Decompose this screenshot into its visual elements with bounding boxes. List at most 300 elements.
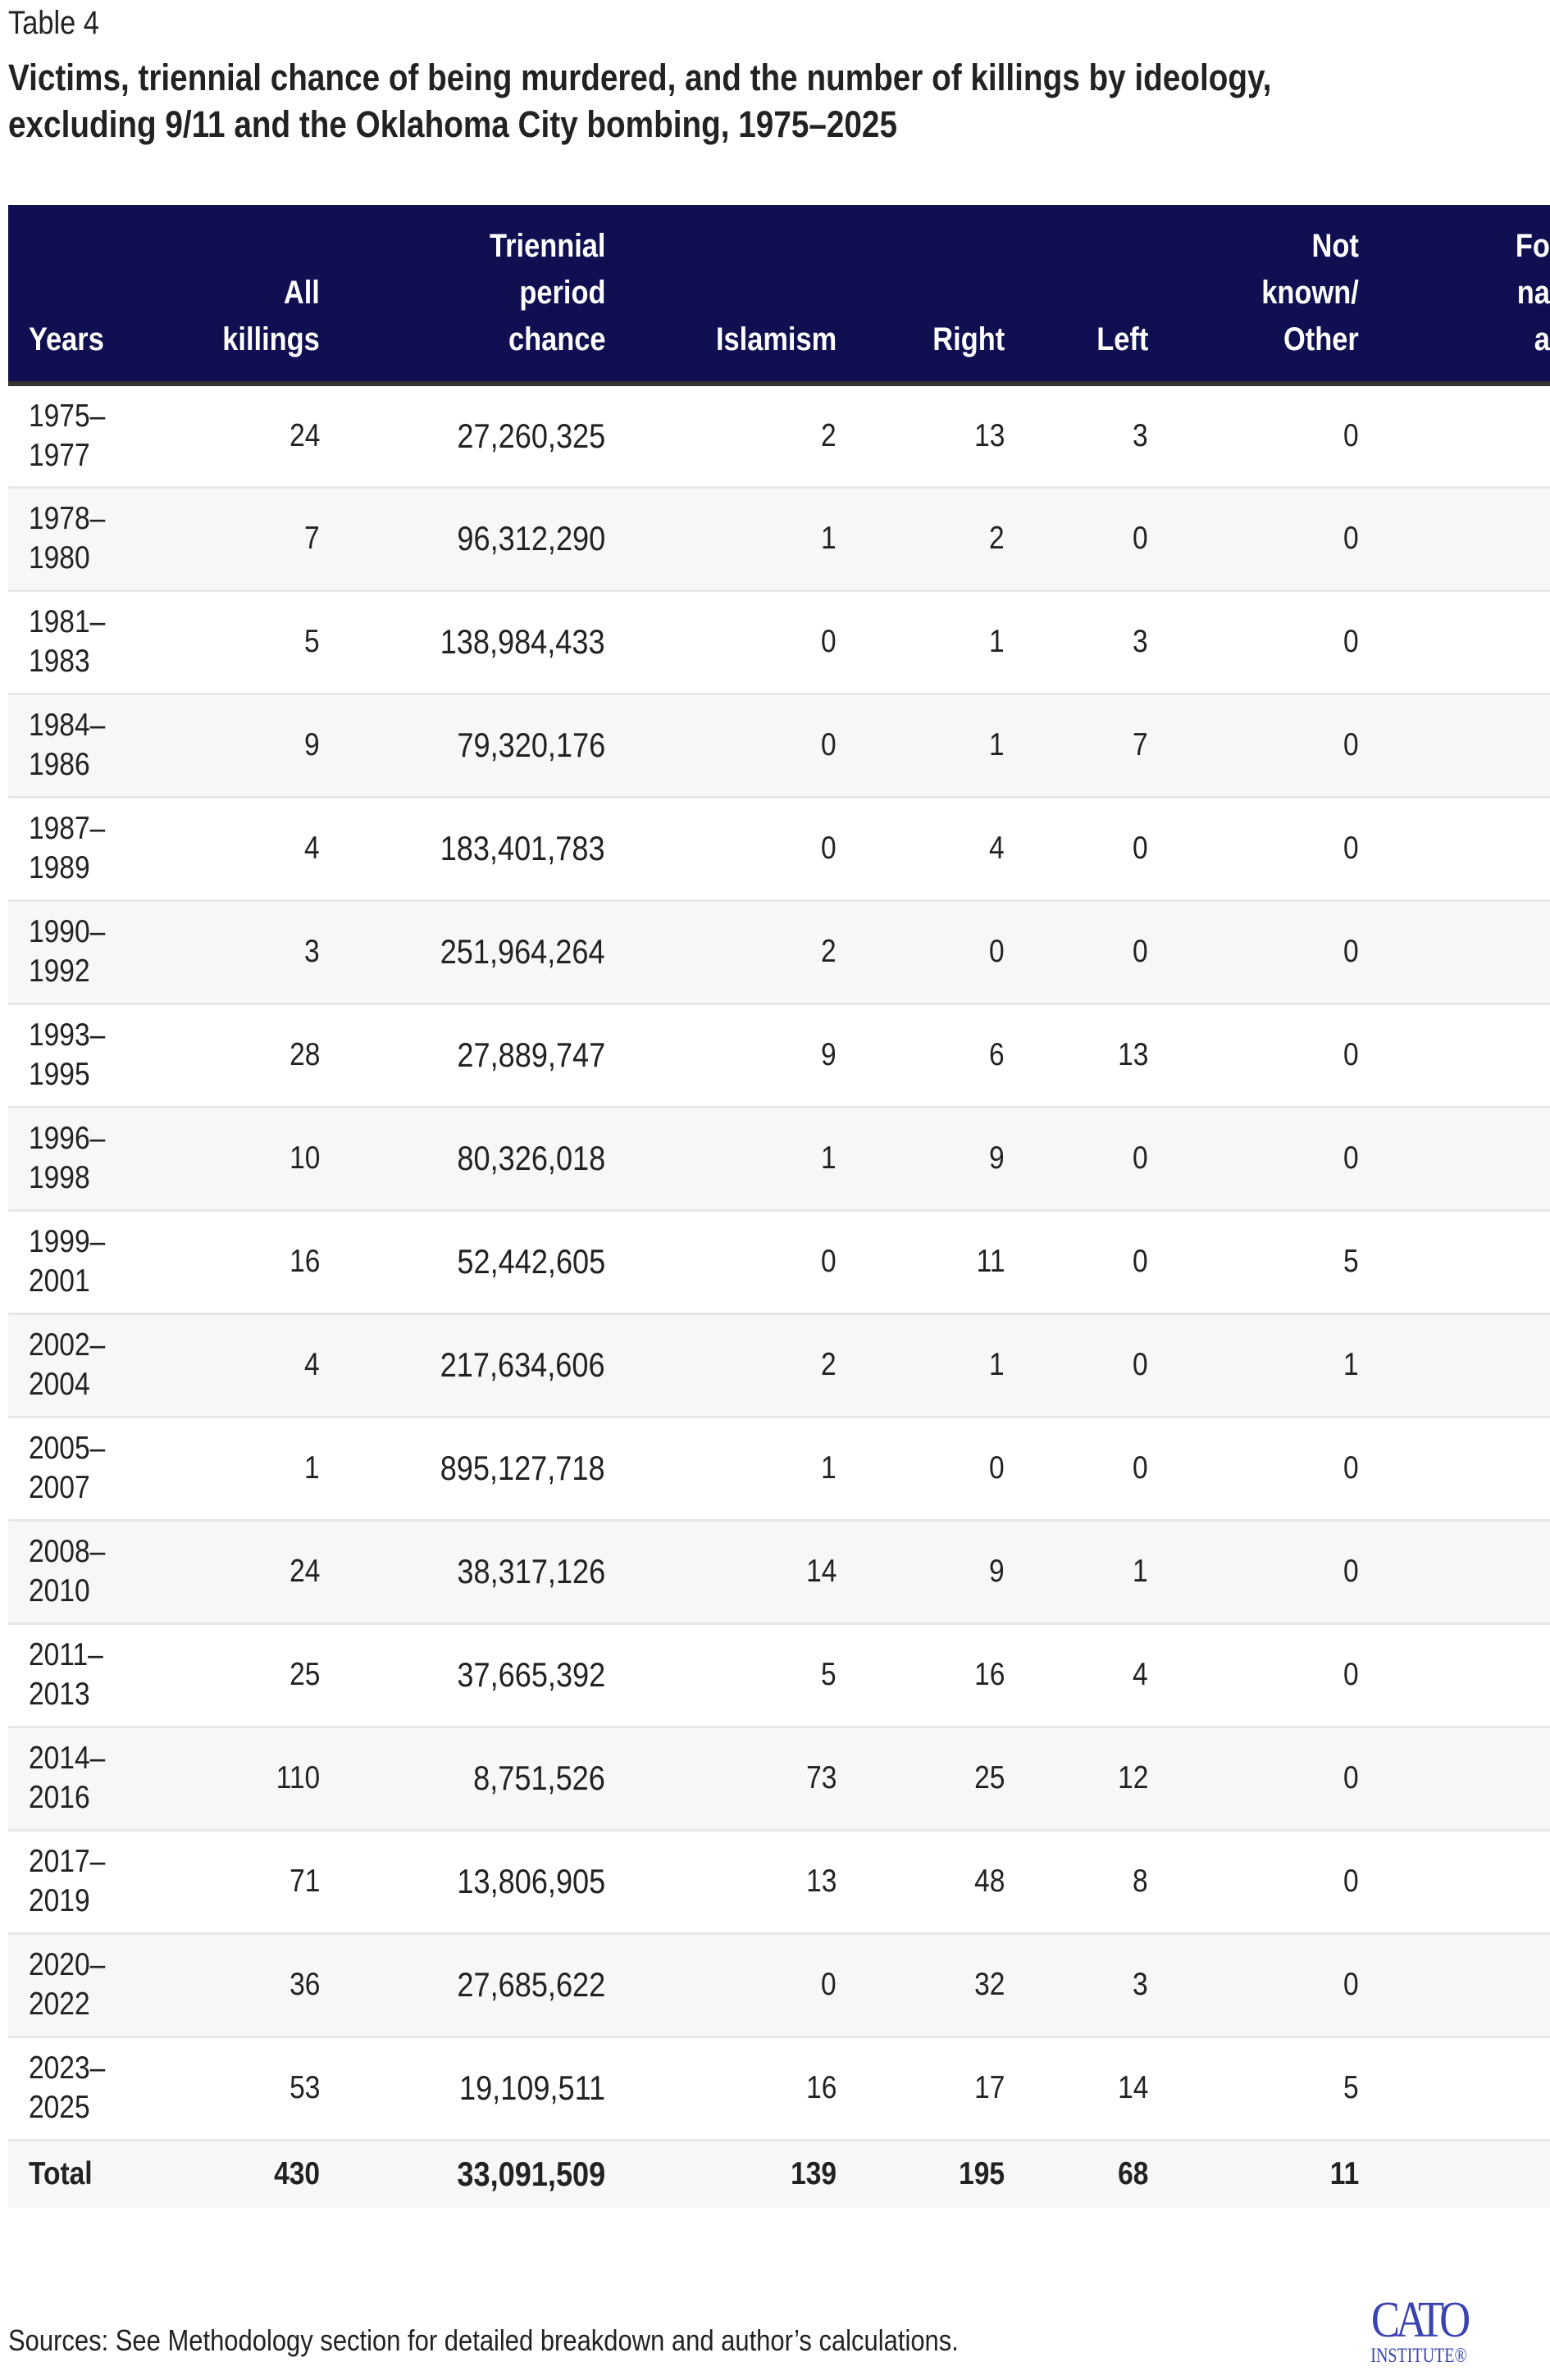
cell-not-known [1148, 1313, 1359, 1417]
cell-value: 0 [1343, 1554, 1359, 1589]
cell-value: 8 [1133, 1863, 1148, 1899]
cell-value: 9 [821, 1037, 837, 1072]
cell-clipped [1359, 1210, 1550, 1313]
cell-value: 32 [973, 1967, 1005, 2002]
cell-all [123, 1313, 320, 1417]
title-line-2: excluding 9/11 and the Oklahoma City bombing, 1975–2025 [8, 103, 897, 145]
cell-chance [320, 2036, 605, 2140]
cell-value: 0 [1133, 521, 1148, 556]
cell-not-known [1148, 1107, 1359, 1210]
cell-clipped [1359, 1623, 1550, 1727]
cell-islamism [605, 797, 837, 900]
cell-left [1005, 1830, 1148, 1933]
table-row [8, 2036, 1550, 2140]
header-label-line: All [284, 275, 320, 311]
cell-value: 13,806,905 [457, 1862, 605, 1900]
column-header-years [8, 205, 123, 384]
cell-right [837, 2140, 1005, 2208]
cell-right [837, 1003, 1005, 1107]
cell-value: 2023– 2025 [29, 2050, 106, 2125]
cell-value: Total [29, 2156, 93, 2192]
cell-value: 1987– 1989 [29, 811, 106, 885]
column-header-not-known [1148, 205, 1359, 384]
table-row [8, 487, 1550, 590]
cell-right [837, 1727, 1005, 1830]
table-row [8, 1003, 1550, 1107]
cell-clipped [1359, 384, 1550, 487]
table-row [8, 694, 1550, 797]
cell-value: 0 [821, 830, 837, 866]
cell-value: 2008– 2010 [29, 1534, 106, 1609]
cell-right [837, 797, 1005, 900]
cell-value: 1978– 1980 [29, 501, 106, 576]
cell-chance [320, 384, 605, 487]
cell-value: 96,312,290 [457, 519, 605, 557]
cell-islamism [605, 694, 837, 797]
cell-value: 73 [805, 1760, 837, 1795]
cell-left [1005, 2036, 1148, 2140]
cell-right [837, 384, 1005, 487]
cell-value: 52,442,605 [457, 1242, 605, 1281]
cell-chance [320, 1417, 605, 1520]
cell-value: 9 [304, 727, 320, 762]
cell-years [8, 1003, 123, 1107]
cell-value: 139 [791, 2156, 837, 2192]
cell-value: 3 [1133, 1967, 1148, 2002]
cell-chance [320, 1520, 605, 1623]
cell-value: 1993– 1995 [29, 1017, 106, 1092]
cell-value: 0 [989, 934, 1005, 969]
header-label-line: chance [508, 321, 605, 357]
header-label-line: Not [1311, 228, 1359, 264]
cell-islamism [605, 1520, 837, 1623]
cell-chance [320, 590, 605, 694]
cell-value: 4 [304, 830, 320, 866]
cell-clipped [1359, 797, 1550, 900]
cell-value: 5 [1343, 2070, 1359, 2105]
cell-right [837, 590, 1005, 694]
cell-value: 14 [1117, 2070, 1148, 2105]
cell-chance [320, 1107, 605, 1210]
cell-all [123, 797, 320, 900]
cell-value: 1 [989, 624, 1005, 659]
header-label-line: na [1516, 275, 1550, 311]
cell-value: 0 [1343, 1967, 1359, 2002]
cell-islamism [605, 900, 837, 1003]
cell-years [8, 1623, 123, 1727]
cell-islamism [605, 2036, 837, 2140]
cell-value: 0 [1343, 1037, 1359, 1072]
cell-years [8, 1520, 123, 1623]
cell-value: 9 [989, 1140, 1005, 1176]
cell-value: 0 [1343, 521, 1359, 556]
cell-all [123, 1623, 320, 1727]
cell-value: 16 [805, 2070, 837, 2105]
cell-value: 11 [1329, 2156, 1359, 2192]
cell-value: 1999– 2001 [29, 1224, 106, 1299]
column-header-right [837, 205, 1005, 384]
cell-all [123, 1210, 320, 1313]
cell-value: 0 [1133, 1347, 1148, 1382]
cell-not-known [1148, 694, 1359, 797]
cell-value: 16 [289, 1244, 320, 1279]
cell-value: 27,260,325 [457, 416, 605, 455]
cell-islamism [605, 1003, 837, 1107]
cell-right [837, 1933, 1005, 2036]
cell-left [1005, 694, 1148, 797]
cell-not-known [1148, 797, 1359, 900]
cell-right [837, 487, 1005, 590]
table-row [8, 797, 1550, 900]
cell-all [123, 384, 320, 487]
cell-value: 16 [973, 1657, 1005, 1692]
cell-value: 430 [274, 2156, 320, 2192]
cell-value: 7 [304, 521, 320, 556]
cell-not-known [1148, 2036, 1359, 2140]
table-row [8, 1623, 1550, 1727]
cell-value: 0 [1133, 934, 1148, 969]
cell-value: 4 [304, 1347, 320, 1382]
cell-value: 0 [1343, 1863, 1359, 1899]
cell-chance [320, 1003, 605, 1107]
cell-all [123, 694, 320, 797]
cell-left [1005, 1933, 1148, 2036]
cell-years [8, 590, 123, 694]
cell-all [123, 487, 320, 590]
cell-value: 4 [1133, 1657, 1148, 1692]
cell-value: 1981– 1983 [29, 604, 106, 679]
cell-value: 2017– 2019 [29, 1844, 106, 1918]
cell-chance [320, 1623, 605, 1727]
cell-value: 25 [289, 1657, 320, 1692]
cell-value: 5 [821, 1657, 837, 1692]
cell-not-known [1148, 487, 1359, 590]
cell-all [123, 1003, 320, 1107]
cell-years [8, 384, 123, 487]
cell-left [1005, 1727, 1148, 1830]
cell-value: 0 [821, 624, 837, 659]
header-label-line: Other [1283, 321, 1359, 357]
cell-value: 48 [973, 1863, 1005, 1899]
column-header-label [932, 316, 1005, 363]
header-label-line: killings [222, 321, 320, 357]
cell-years [8, 1417, 123, 1520]
cell-value: 14 [805, 1554, 837, 1589]
cell-value: 13 [1117, 1037, 1148, 1072]
cell-value: 1 [1133, 1554, 1148, 1589]
cell-value: 0 [1343, 1140, 1359, 1176]
cell-left [1005, 384, 1148, 487]
cell-right [837, 2036, 1005, 2140]
cell-clipped [1359, 694, 1550, 797]
cell-islamism [605, 1727, 837, 1830]
cell-value: 0 [1133, 1140, 1148, 1176]
cell-value: 1 [821, 521, 837, 556]
cell-value: 0 [1343, 624, 1359, 659]
cell-value: 28 [289, 1037, 320, 1072]
table-row [8, 384, 1550, 487]
header-label-line: known/ [1261, 275, 1359, 311]
total-row [8, 2140, 1550, 2208]
cell-value: 2005– 2007 [29, 1431, 106, 1505]
cell-value: 1975– 1977 [29, 398, 106, 473]
cell-islamism [605, 1107, 837, 1210]
cell-left [1005, 1623, 1148, 1727]
cell-value: 8,751,526 [473, 1759, 605, 1797]
cell-not-known [1148, 900, 1359, 1003]
cell-not-known [1148, 1933, 1359, 2036]
header-label-line: Left [1096, 321, 1148, 357]
cell-value: 27,889,747 [457, 1035, 605, 1074]
cell-all [123, 590, 320, 694]
cell-value: 2011– 2013 [29, 1637, 103, 1712]
cell-value: 3 [304, 934, 320, 969]
column-header-label [490, 223, 605, 363]
table-label: Table 4 [8, 5, 99, 41]
cell-value: 4 [989, 830, 1005, 866]
column-header-label [1516, 223, 1550, 363]
cell-clipped [1359, 900, 1550, 1003]
cell-islamism [605, 1830, 837, 1933]
cell-chance [320, 694, 605, 797]
cell-value: 1 [989, 727, 1005, 762]
cell-value: 0 [1343, 830, 1359, 866]
cell-clipped [1359, 1520, 1550, 1623]
cell-years [8, 694, 123, 797]
cell-not-known [1148, 1417, 1359, 1520]
cell-chance [320, 1727, 605, 1830]
header-row [8, 205, 1550, 384]
cell-not-known [1148, 1003, 1359, 1107]
cell-value: 1 [821, 1140, 837, 1176]
cell-islamism [605, 590, 837, 694]
cell-chance [320, 487, 605, 590]
header-label-line: a [1534, 321, 1550, 357]
cell-islamism [605, 384, 837, 487]
cell-value: 79,320,176 [457, 726, 605, 764]
cell-clipped [1359, 1727, 1550, 1830]
cell-value: 2 [821, 934, 837, 969]
column-header-islamism [605, 205, 837, 384]
cell-value: 3 [1133, 624, 1148, 659]
cell-value: 2002– 2004 [29, 1327, 106, 1402]
cell-left [1005, 797, 1148, 900]
table-row [8, 1933, 1550, 2036]
cell-value: 251,964,264 [440, 932, 605, 971]
cell-value: 24 [289, 1554, 320, 1589]
logo-subtitle: INSTITUTE® [1370, 2345, 1467, 2367]
cell-not-known [1148, 384, 1359, 487]
cell-clipped [1359, 1107, 1550, 1210]
header-label-line: Years [29, 321, 104, 357]
cell-value: 19,109,511 [458, 2068, 605, 2107]
cell-value: 5 [1343, 1244, 1359, 1279]
table-row [8, 1417, 1550, 1520]
cell-not-known [1148, 1623, 1359, 1727]
cell-years [8, 2036, 123, 2140]
cell-chance [320, 1313, 605, 1417]
cell-all [123, 1417, 320, 1520]
cell-value: 25 [973, 1760, 1005, 1795]
cell-all [123, 1727, 320, 1830]
table-row [8, 590, 1550, 694]
sources-note: Sources: See Methodology section for detailed breakdown and author’s calculations. [8, 2323, 959, 2357]
cell-value: 2020– 2022 [29, 1947, 106, 2022]
title-line-1: Victims, triennial chance of being murdered, and the number of killings by ideology, [8, 57, 1272, 98]
cell-clipped [1359, 1003, 1550, 1107]
cell-islamism [605, 1623, 837, 1727]
column-header-label [222, 270, 320, 363]
cell-value: 2 [989, 521, 1005, 556]
cell-right [837, 1830, 1005, 1933]
cell-islamism [605, 1210, 837, 1313]
header-label-line: period [518, 275, 605, 311]
cell-left [1005, 2140, 1148, 2208]
cell-left [1005, 900, 1148, 1003]
cell-clipped [1359, 1830, 1550, 1933]
table-body [8, 384, 1550, 2208]
cell-value: 195 [959, 2156, 1005, 2192]
cell-value: 53 [289, 2070, 320, 2105]
cell-value: 0 [1343, 417, 1359, 453]
cell-value: 5 [304, 624, 320, 659]
cell-value: 2014– 2016 [29, 1741, 106, 1815]
cell-right [837, 1107, 1005, 1210]
cell-right [837, 1417, 1005, 1520]
cell-not-known [1148, 1520, 1359, 1623]
cell-all [123, 1933, 320, 2036]
cell-all [123, 1830, 320, 1933]
cell-value: 12 [1117, 1760, 1148, 1795]
column-header-label [1262, 223, 1359, 363]
cell-value: 110 [276, 1760, 320, 1795]
cell-left [1005, 1520, 1148, 1623]
cell-left [1005, 1003, 1148, 1107]
cell-chance [320, 1830, 605, 1933]
cell-value: 36 [289, 1967, 320, 2002]
cell-value: 2 [821, 417, 837, 453]
cell-value: 1 [821, 1450, 837, 1486]
cell-value: 138,984,433 [440, 622, 605, 661]
cell-right [837, 1520, 1005, 1623]
cell-chance [320, 1933, 605, 2036]
cell-value: 68 [1117, 2156, 1148, 2192]
cell-islamism [605, 1417, 837, 1520]
logo-wordmark: CATO [1370, 2292, 1467, 2348]
table-header [8, 205, 1550, 384]
cell-value: 0 [821, 1244, 837, 1279]
cell-not-known [1148, 2140, 1359, 2208]
cell-all [123, 1520, 320, 1623]
table-row [8, 1520, 1550, 1623]
table-title [8, 54, 1489, 148]
cell-years [8, 1107, 123, 1210]
cell-clipped [1359, 1417, 1550, 1520]
column-header-label [1096, 316, 1148, 363]
cell-value: 3 [1133, 417, 1148, 453]
cell-value: 217,634,606 [440, 1345, 605, 1384]
cell-right [837, 694, 1005, 797]
cell-years [8, 1933, 123, 2036]
cell-value: 0 [1133, 830, 1148, 866]
cato-institute-logo [1349, 2292, 1488, 2378]
cell-not-known [1148, 1830, 1359, 1933]
cell-all [123, 1107, 320, 1210]
column-header-left [1005, 205, 1148, 384]
cell-chance [320, 1210, 605, 1313]
cell-value: 1 [1343, 1347, 1359, 1382]
cell-value: 895,127,718 [440, 1449, 605, 1487]
cell-clipped [1359, 2036, 1550, 2140]
cell-value: 10 [289, 1140, 320, 1176]
cell-islamism [605, 2140, 837, 2208]
cell-right [837, 900, 1005, 1003]
cell-value: 1996– 1998 [29, 1121, 106, 1195]
cell-all [123, 2036, 320, 2140]
cell-value: 1 [989, 1347, 1005, 1382]
cell-chance [320, 797, 605, 900]
column-header-clipped [1359, 205, 1550, 384]
header-label-line: Fo [1515, 228, 1550, 264]
data-table-container [8, 205, 1550, 2208]
cell-years [8, 1313, 123, 1417]
cell-value: 33,091,509 [457, 2155, 605, 2194]
table-row [8, 900, 1550, 1003]
cell-islamism [605, 487, 837, 590]
cell-all [123, 2140, 320, 2208]
cell-right [837, 1313, 1005, 1417]
cell-years [8, 1727, 123, 1830]
cell-right [837, 1210, 1005, 1313]
cell-value: 13 [973, 417, 1005, 453]
table-row [8, 1210, 1550, 1313]
killings-by-ideology-table [8, 205, 1550, 2208]
cell-not-known [1148, 1727, 1359, 1830]
cell-years [8, 487, 123, 590]
cell-value: 0 [821, 1967, 837, 2002]
cell-value: 0 [1343, 934, 1359, 969]
cell-islamism [605, 1933, 837, 2036]
cell-years [8, 2140, 123, 2208]
table-row [8, 1830, 1550, 1933]
cell-value: 0 [1343, 727, 1359, 762]
table-row [8, 1107, 1550, 1210]
cell-value: 27,685,622 [457, 1965, 605, 2004]
cell-clipped [1359, 487, 1550, 590]
cell-not-known [1148, 1210, 1359, 1313]
cell-not-known [1148, 590, 1359, 694]
cell-left [1005, 1313, 1148, 1417]
cell-value: 6 [989, 1037, 1005, 1072]
cell-value: 2 [821, 1347, 837, 1382]
column-header-label [716, 316, 837, 363]
cell-clipped [1359, 590, 1550, 694]
cell-value: 0 [1133, 1450, 1148, 1486]
cell-all [123, 900, 320, 1003]
cell-left [1005, 487, 1148, 590]
cell-value: 7 [1133, 727, 1148, 762]
cell-value: 0 [1343, 1760, 1359, 1795]
cell-years [8, 1830, 123, 1933]
cell-value: 80,326,018 [457, 1139, 605, 1177]
cell-left [1005, 1417, 1148, 1520]
column-header-chance [320, 205, 605, 384]
table-row [8, 1313, 1550, 1417]
cell-years [8, 1210, 123, 1313]
cell-left [1005, 590, 1148, 694]
cell-value: 1990– 1992 [29, 914, 106, 989]
column-header-label [29, 316, 104, 363]
